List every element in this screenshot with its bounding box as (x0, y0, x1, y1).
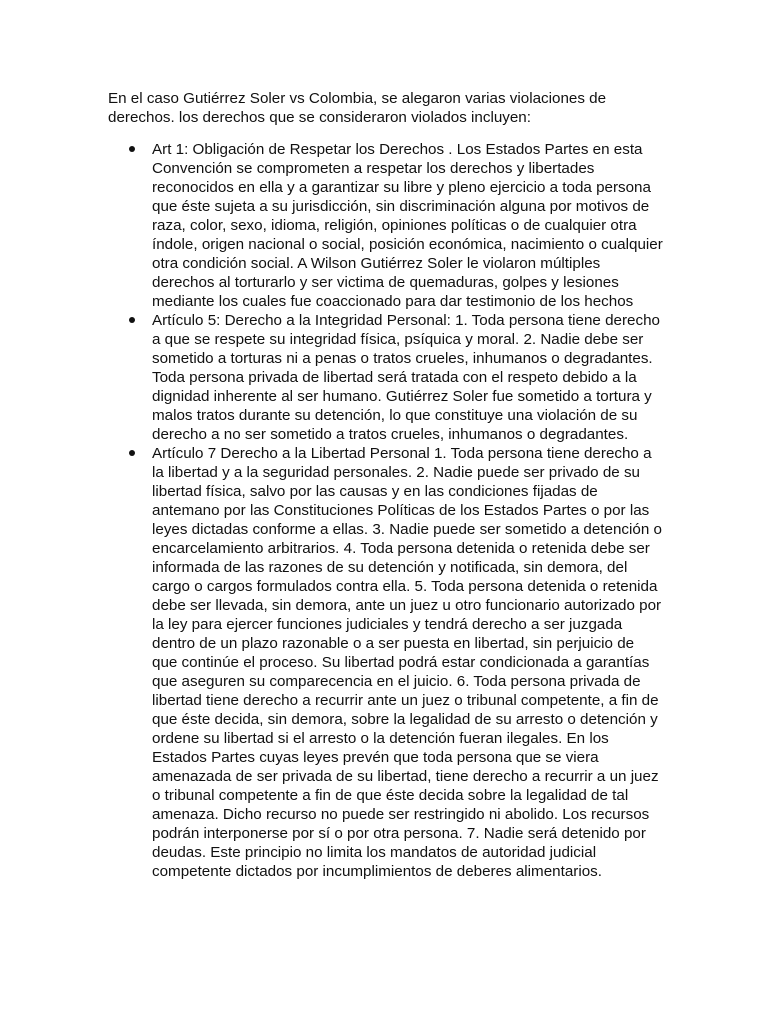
bullet-icon (129, 317, 135, 323)
list-item (108, 444, 663, 881)
list-item-text: Artículo 7 Derecho a la Libertad Personal 1. Toda persona tiene derecho a la libertad y a la seguridad personales. 2. Nadie puede ser privado de su libertad física, salvo por las causas y en las condiciones fijadas de antemano por las Constituciones Políticas de los Estados Partes o por las leyes dictadas conforme a ellas. 3. Nadie puede ser sometido a detención o encarcelamiento arbitrarios. 4. Toda persona detenida o retenida debe ser informada de las razones de su detención y notificada, sin demora, del cargo o cargos formulados contra ella. 5. Toda persona detenida o retenida debe ser llevada, sin demora, ante un juez u otro funcionario autorizado por la ley para ejercer funciones judiciales y tendrá derecho a ser juzgada dentro de un plazo razonable o a ser puesta en libertad, sin perjuicio de que continúe el proceso. Su libertad podrá estar condicionada a garantías que aseguren su comparecencia en el juicio. 6. Toda persona privada de libertad tiene derecho a recurrir ante un juez o tribunal competente, a fin de que éste decida, sin demora, sobre la legalidad de su arresto o detención y ordene su libertad si el arresto o la detención fueran ilegales. En los Estados Partes cuyas leyes prevén que toda persona que se viera amenazada de ser privada de su libertad, tiene derecho a recurrir a un juez o tribunal competente a fin de que éste decida sobre la legalidad de tal amenaza. Dicho recurso no puede ser restringido ni abolido. Los recursos podrán interponerse por sí o por otra persona. 7. Nadie será detenido por deudas. Este principio no limita los mandatos de autoridad judicial competente dictados por incumplimientos de deberes alimentarios. (152, 445, 662, 880)
list-item-text: Artículo 5: Derecho a la Integridad Personal: 1. Toda persona tiene derecho a que se respete su integridad física, psíquica y moral. 2. Nadie debe ser sometido a torturas ni a penas o tratos crueles, inhumanos o degradantes. Toda persona privada de libertad será tratada con el respeto debido a la dignidad inherente al ser humano. Gutiérrez Soler fue sometido a tortura y malos tratos durante su detención, lo que constituye una violación de su derecho a no ser sometido a tratos crueles, inhumanos o degradantes. (152, 312, 660, 443)
list-item (108, 311, 663, 444)
intro-paragraph: En el caso Gutiérrez Soler vs Colombia, se alegaron varias violaciones de derechos. los derechos que se consideraron violados incluyen: (108, 90, 607, 126)
document-body (108, 89, 663, 881)
rights-list (108, 140, 663, 881)
list-item-text: Art 1: Obligación de Respetar los Derechos . Los Estados Partes en esta Convención se comprometen a respetar los derechos y libertades reconocidos en ella y a garantizar su libre y pleno ejercicio a toda persona que éste sujeta a su jurisdicción, sin discriminación alguna por motivos de raza, color, sexo, idioma, religión, opiniones políticas o de cualquier otra índole, origen nacional o social, posición económica, nacimiento o cualquier otra condición social. A Wilson Gutiérrez Soler le violaron múltiples derechos al torturarlo y ser victima de quemaduras, golpes y lesiones mediante los cuales fue coaccionado para dar testimonio de los hechos (152, 141, 663, 310)
bullet-icon (129, 450, 135, 456)
bullet-icon (129, 146, 135, 152)
list-item (108, 140, 663, 311)
